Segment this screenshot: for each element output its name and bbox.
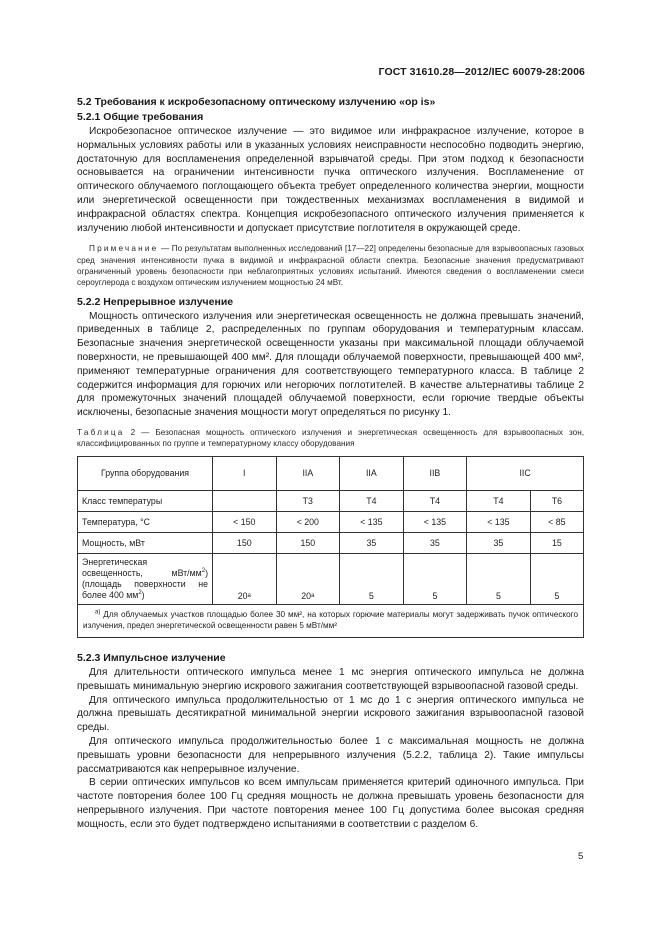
table-cell: 5: [530, 553, 583, 604]
table-cell: T3: [276, 490, 340, 511]
table-footnote: [78, 604, 584, 637]
table-cell: T4: [467, 490, 531, 511]
section-5-2-1-title: 5.2.1 Общие требования: [77, 111, 204, 123]
table-cell: 15: [530, 532, 583, 553]
table-header-row: [78, 456, 584, 490]
table-row-label: Температура, °С: [78, 511, 213, 532]
table-row-label: Мощность, мВт: [78, 532, 213, 553]
table-group-cell: IIA: [276, 456, 340, 490]
irradiance-label-1: Энергетическая освещенность, мВт/мм: [82, 556, 202, 578]
table-cell: 5: [340, 553, 404, 604]
table-group-header: Группа оборудования: [78, 456, 213, 490]
table-footnote-row: [78, 604, 584, 637]
irradiance-label-3: ): [141, 589, 145, 600]
table-cell: T4: [340, 490, 404, 511]
table-cell: 35: [340, 532, 404, 553]
superscript: 2: [201, 568, 206, 575]
section-5-2-3-title: 5.2.3 Импульсное излучение: [77, 651, 226, 664]
table-cell: < 135: [403, 511, 467, 532]
table-2: [77, 456, 584, 638]
table-cell: < 135: [467, 511, 531, 532]
table-group-cell: IIB: [403, 456, 467, 490]
section-5-2-3-p4: В серии оптических импульсов ко всем импульсам применяется критерий одиночного импульса. При частоте повторения более 100 Гц средняя мощность не должна превышать уровень безопасности для непрерывного излучения. При частоте повторения менее 100 Гц допустима более высокая средняя мощность, если это будет подтверждено испытаниями в соответствии с разделом 6.: [77, 777, 584, 830]
table-cell: 150: [276, 532, 340, 553]
table-group-cell: IIA: [340, 456, 404, 490]
table-cell: 20ᵃ: [276, 553, 340, 604]
table-cell: 35: [467, 532, 531, 553]
table-cell: < 135: [340, 511, 404, 532]
table-cell: 5: [467, 553, 531, 604]
section-5-2-2-title: 5.2.2 Непрерывное излучение: [77, 295, 234, 308]
irradiance-label-2: ) (площадь поверхности не более 400 мм: [82, 567, 208, 600]
table-row: [78, 511, 584, 532]
superscript: 2: [138, 590, 142, 597]
table-cell: [213, 490, 277, 511]
table-cell: 20ᵃ: [213, 553, 277, 604]
table-cell: T6: [530, 490, 583, 511]
note-label: Примечание: [89, 244, 159, 254]
table-cell: T4: [403, 490, 467, 511]
table-cell: < 150: [213, 511, 277, 532]
footnote-mark: a): [95, 609, 101, 616]
section-5-2-3-p2: Для оптического импульса продолжительностью от 1 мс до 1 с энергия оптического импульса не должна превышать десятикратной минимальной энергии искрового зажигания взрывоопасной газовой среды.: [77, 694, 584, 734]
table-group-cell: IIC: [467, 456, 584, 490]
table-row: [78, 532, 584, 553]
table-cell: 5: [403, 553, 467, 604]
table-caption-text: 2 — Безопасная мощность оптического излучения и энергетическая освещенность для взрывоопасных зон, классифицированных по группе и температурному классу оборудования: [77, 427, 584, 448]
section-5-2-2-text: Мощность оптического излучения или энергетическая освещенность не должна превышать значений, приведенных в таблице 2, распределенных по группам оборудования и температурным классам. Безопасные значения энергетической освещенности указаны при максимальной площади облучаемой поверхности, не превышающей 400 мм². Для площади облучаемой поверхности, превышающей 400 мм², применяют температурные ограничения для соответствующего температурного класса. В таблице 2 содержится информация для горючих или негорючих поглотителей. В качестве альтернативы таблице 2 для промежуточных значений площадей облучаемой поверхности, если горючие твердые объекты исключены, безопасные значения мощности могут определяться по рисунку 1.: [77, 310, 584, 419]
table-group-cell: I: [213, 456, 277, 490]
page-content: [77, 96, 584, 832]
table-row: [78, 553, 584, 604]
section-5-2-3-p3: Для оптического импульса продолжительностью более 1 с максимальная мощность не должна превышать уровни безопасности для непрерывного излучения (5.2.2, таблица 2). Такие импульсы рассматриваются как непрерывное излучение.: [77, 735, 584, 775]
section-5-2-1-text: Искробезопасное оптическое излучение — это видимое или инфракрасное излучение, которое в нормальных условиях работы или в указанных условиях неисправности неспособно подводить энергию, достаточную для воспламенения определенной взрывчатой среды. При этом подход к безопасности основывается на ограничении интенсивности пучка оптического излучения. Воспламенение от оптического облучаемого поглощающего объекта требует определенного количества энергии, мощности или энергетической освещенности при тождественных механизмах воспламенения в видимой и инфракрасной областях спектра. Концепция искробезопасного оптического излучения применяется к излучению любой интенсивности и допускает присутствие поглотителя в окружающей среде.: [77, 126, 584, 234]
table-row-label: Класс температуры: [78, 490, 213, 511]
table-caption: [77, 427, 584, 449]
table-cell: < 200: [276, 511, 340, 532]
table-cell: 150: [213, 532, 277, 553]
table-caption-label: Таблица: [77, 427, 125, 437]
table-cell: 35: [403, 532, 467, 553]
table-row-label: [78, 553, 213, 604]
table-cell: < 85: [530, 511, 583, 532]
section-5-2-title: 5.2 Требования к искробезопасному оптическому излучению «op is»: [77, 96, 436, 108]
document-header: ГОСТ 31610.28—2012/IEC 60079-28:2006: [378, 66, 585, 78]
page-number: 5: [578, 851, 584, 862]
note-text: — По результатам выполненных исследований [17—22] определены безопасные для взрывоопасных газовых сред значения интенсивности пучка в видимой и инфракрасной области спектра. Безопасные значения предусматривают ограниченный уровень безопасности при неблагоприятных условиях испытаний. Имеются сведения о воспламенении смеси сероуглерода с воздухом оптическим излучением мощностью 24 мВт.: [77, 244, 584, 288]
footnote-text: Для облучаемых участков площадью более 30 мм², на которых горючие материалы могут задерживать пучок оптического излучения, предел энергетической освещенности равен 5 мВт/мм²: [83, 609, 579, 630]
section-5-2-3-p1: Для длительности оптического импульса менее 1 мс энергия оптического импульса не должна превышать минимальную энергию искрового зажигания соответствующей взрывоопасной газовой среды.: [77, 666, 584, 692]
note: [77, 243, 584, 288]
table-row: [78, 490, 584, 511]
